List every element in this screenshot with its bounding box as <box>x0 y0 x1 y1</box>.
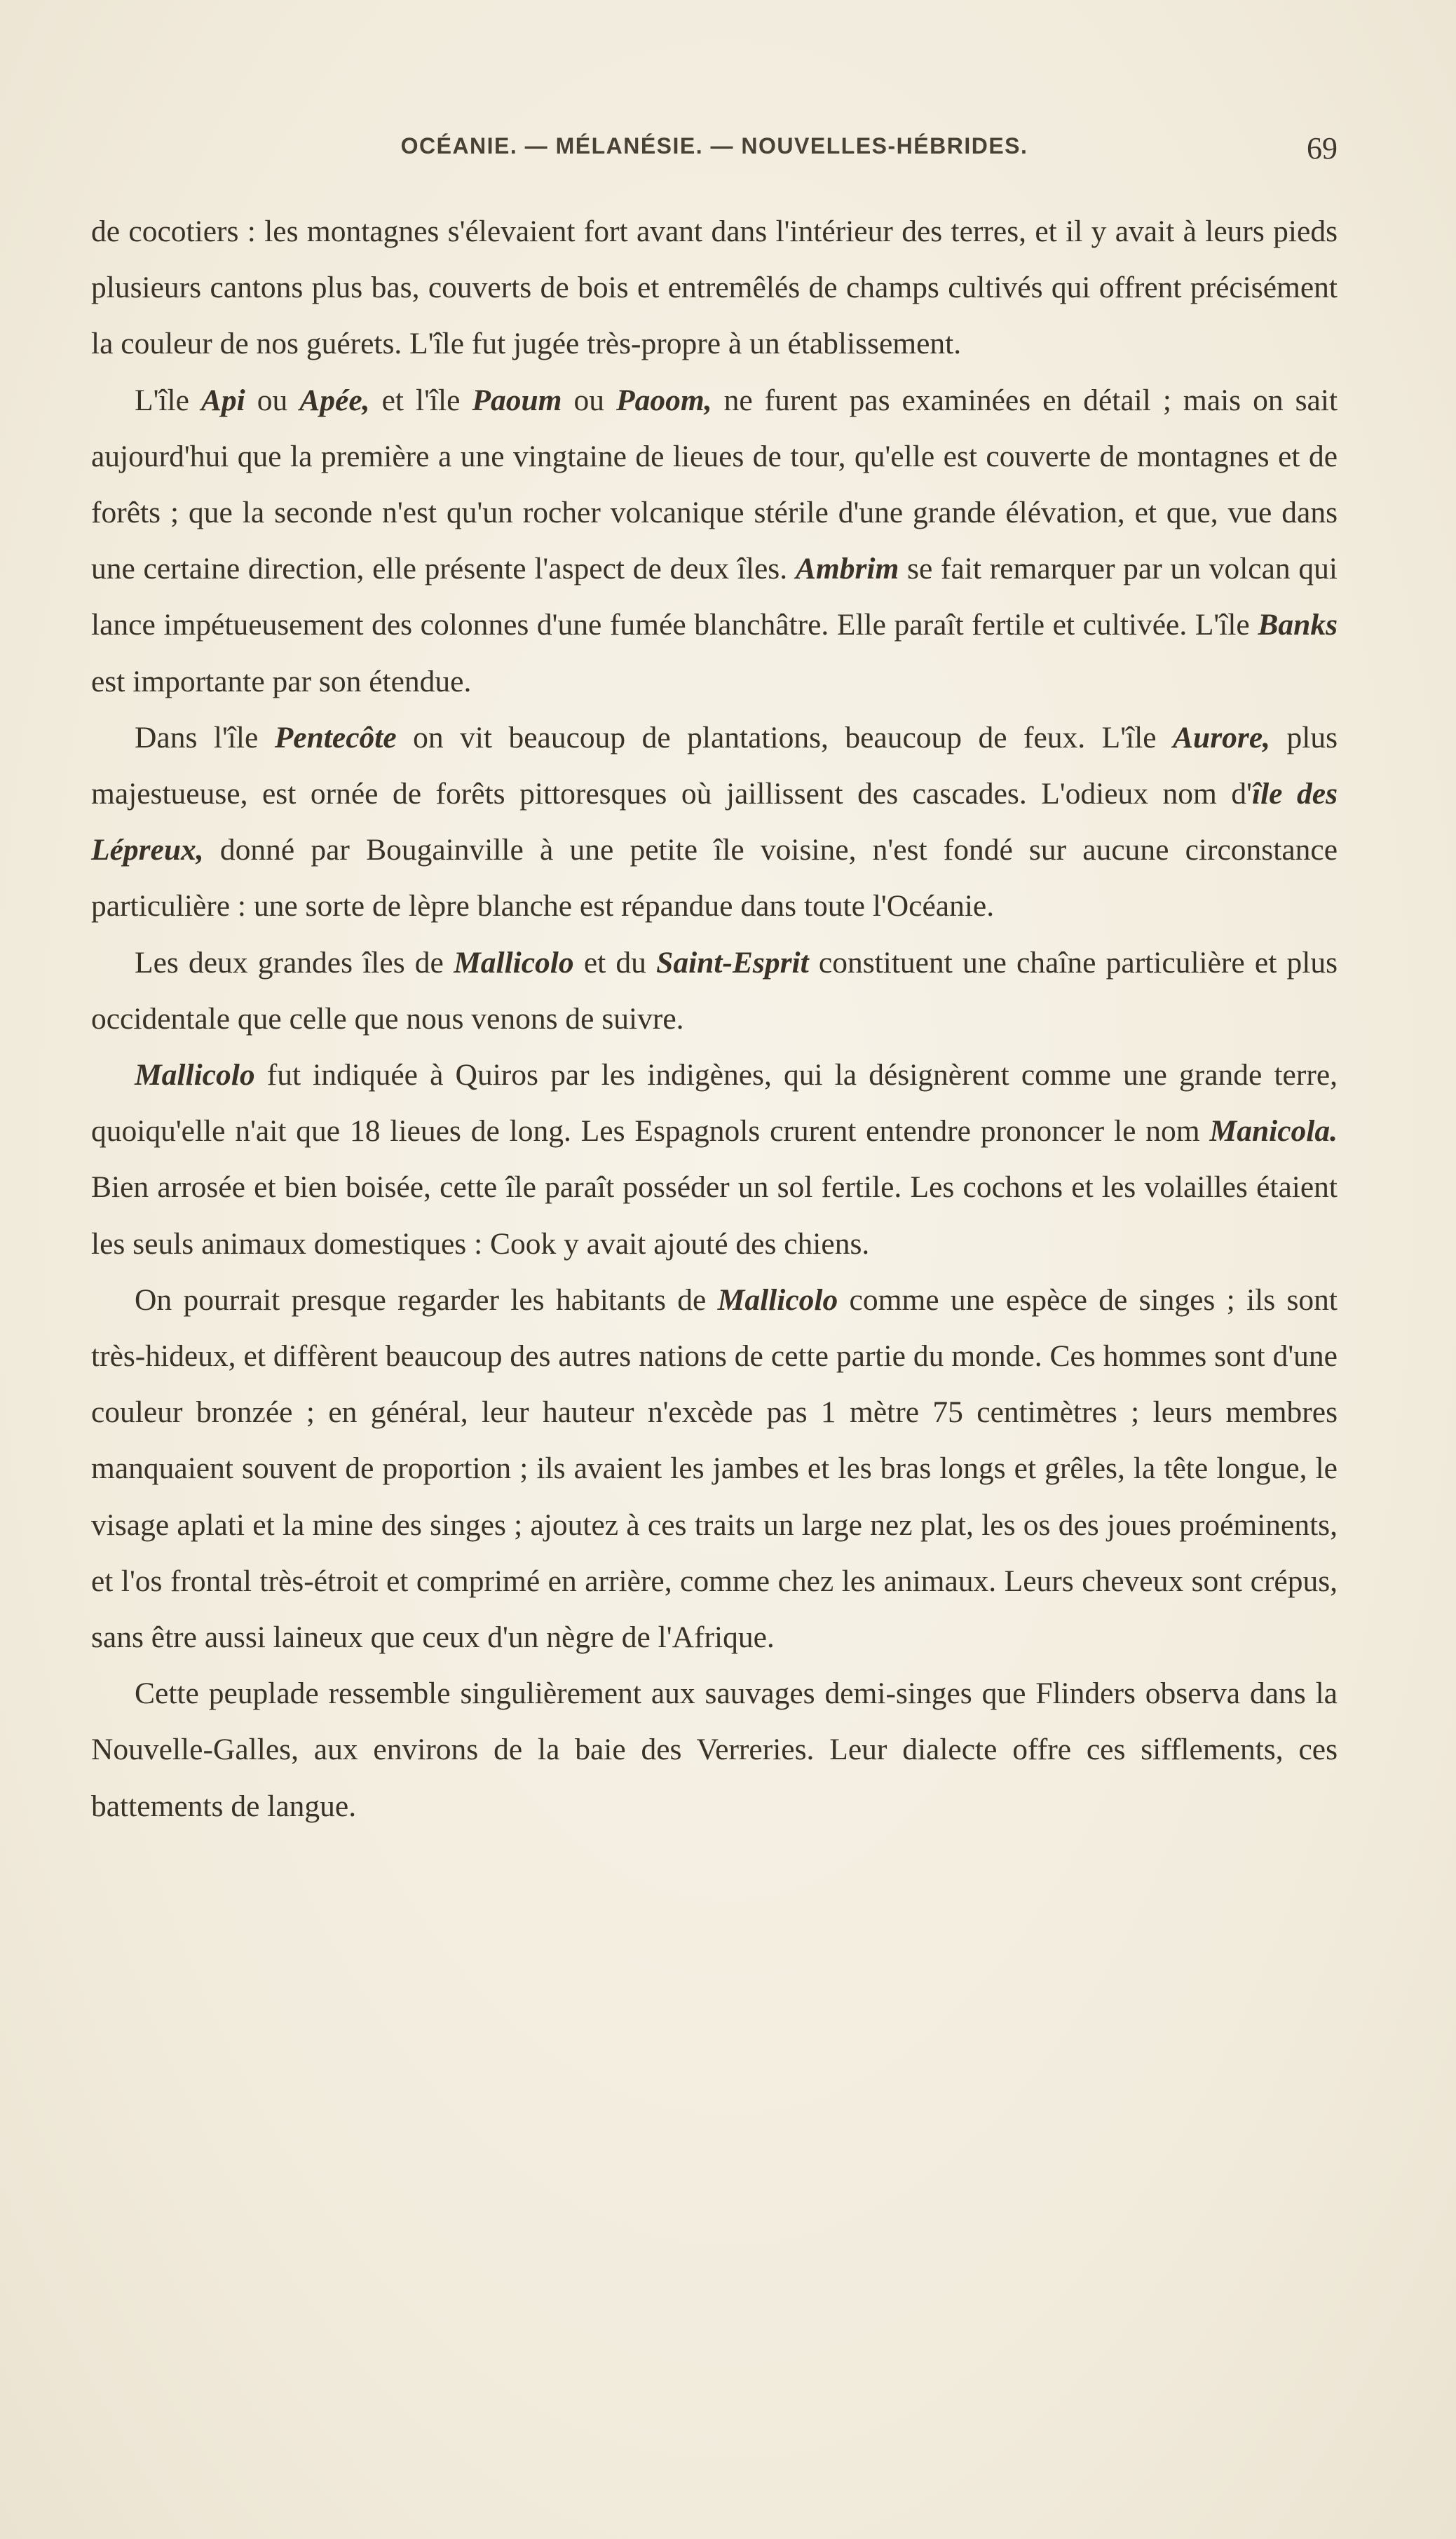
text-run: comme une espèce de singes ; ils sont très-hideux, et diffèrent beaucoup des autres nations de cette partie du monde. Ces hommes sont d'une couleur bronzée ; en général, leur hauteur n'excède pas 1 mètre 75 centimètres ; leurs membres manquaient souvent de proportion ; ils avaient les jambes et les bras longs et grêles, la tête longue, le visage aplati et la mine des singes ; ajoutez à ces traits un large nez plat, les os des joues proéminents, et l'os frontal très-étroit et comprimé en arrière, comme chez les animaux. Leurs cheveux sont crépus, sans être aussi laineux que ceux d'un nègre de l'Afrique. <box>91 1282 1338 1655</box>
paragraph <box>91 710 1338 935</box>
island-name: Mallicolo <box>717 1282 838 1317</box>
text-run: et l'île <box>369 383 472 417</box>
island-name: Manicola. <box>1209 1114 1338 1149</box>
island-name: île des Lépreux, <box>91 777 1338 867</box>
island-name: Saint-Esprit <box>656 945 809 980</box>
island-name: Apée, <box>299 383 370 417</box>
paragraph <box>91 935 1338 1047</box>
text-run: Cette peuplade ressemble singulièrement aux sauvages demi-singes que Flinders observa dans la Nouvelle-Galles, aux environs de la baie des Verreries. Leur dialecte offre ces sifflements, ces battements de langue. <box>91 1677 1338 1823</box>
text-run: se fait remarquer par un volcan qui lance impétueusement des colonnes d'une fumée blanchâtre. Elle paraît fertile et cultivée. L'île <box>91 552 1338 642</box>
island-name: Paoom, <box>616 383 712 417</box>
text-run: constituent une chaîne particulière et plus occidentale que celle que nous venons de suivre. <box>91 945 1338 1036</box>
text-run: de cocotiers : les montagnes s'élevaient fort avant dans l'intérieur des terres, et il y avait à leurs pieds plusieurs cantons plus bas, couverts de bois et entremêlés de champs cultivés qui offrent précisément la couleur de nos guérets. L'île fut jugée très-propre à un établissement. <box>91 215 1338 361</box>
page-header <box>91 133 1338 182</box>
text-run: ne furent pas examinées en détail ; mais on sait aujourd'hui que la première a une vingtaine de lieues de tour, qu'elle est couverte de montagnes et de forêts ; que la seconde n'est qu'un rocher volcanique stérile d'une grande élévation, et que, vue dans une certaine direction, elle présente l'aspect de deux îles. <box>91 383 1338 586</box>
paragraph <box>91 203 1338 372</box>
text-run: Dans l'île <box>135 720 275 754</box>
paragraph <box>91 1047 1338 1272</box>
text-run: L'île <box>135 383 201 417</box>
text-run: on vit beaucoup de plantations, beaucoup de feux. L'île <box>396 720 1173 754</box>
island-name: Aurore, <box>1173 720 1271 754</box>
body-text <box>91 203 1338 1834</box>
text-run: plus majestueuse, est ornée de forêts pittoresques où jaillissent des cascades. L'odieux nom d' <box>91 720 1338 811</box>
text-run: ou <box>562 383 617 417</box>
paragraph <box>91 1665 1338 1834</box>
paragraph <box>91 372 1338 710</box>
island-name: Pentecôte <box>274 720 397 754</box>
text-run: fut indiquée à Quiros par les indigènes, qui la désignèrent comme une grande terre, quoiqu'elle n'ait que 18 lieues de long. Les Espagnols crurent entendre prononcer le nom <box>91 1058 1338 1149</box>
text-run: On pourrait presque regarder les habitants de <box>135 1282 718 1317</box>
island-name: Api <box>200 383 245 417</box>
text-run: Les deux grandes îles de <box>135 945 454 980</box>
text-run: ou <box>245 383 300 417</box>
paragraph <box>91 1272 1338 1665</box>
island-name: Paoum <box>472 383 562 417</box>
text-run: donné par Bougainville à une petite île voisine, n'est fondé sur aucune circonstance particulière : une sorte de lèpre blanche est répandue dans toute l'Océanie. <box>91 833 1338 923</box>
island-name: Mallicolo <box>135 1058 255 1092</box>
island-name: Banks <box>1258 608 1338 642</box>
island-name: Ambrim <box>795 552 899 586</box>
text-run: et du <box>573 945 657 980</box>
running-title: OCÉANIE. — MÉLANÉSIE. — NOUVELLES-HÉBRIDES. <box>400 133 1028 158</box>
text-run: Bien arrosée et bien boisée, cette île paraît posséder un sol fertile. Les cochons et les volailles étaient les seuls animaux domestiques : Cook y avait ajouté des chiens. <box>91 1170 1338 1261</box>
text-run: est importante par son étendue. <box>91 664 472 698</box>
island-name: Mallicolo <box>454 945 574 980</box>
page-number: 69 <box>1307 131 1338 165</box>
